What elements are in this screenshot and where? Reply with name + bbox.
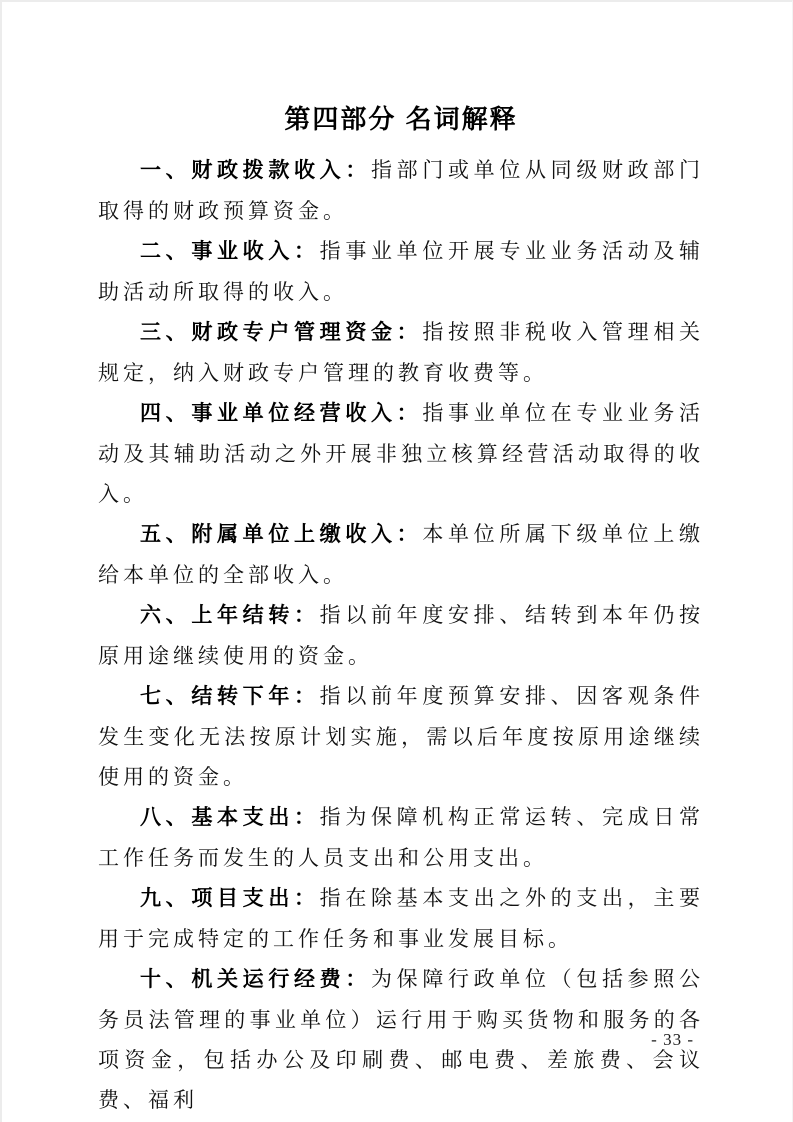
term-label: 八、基本支出： [140, 806, 320, 829]
term-paragraph-10 [98, 959, 704, 1120]
term-label: 六、上年结转： [140, 604, 320, 627]
term-paragraph-2 [98, 231, 704, 312]
term-definition: 指按照非税收入管理相关规定，纳入财政专户管理的教育收费等。 [98, 320, 705, 385]
page-number: - 33 - [651, 1030, 694, 1049]
page-title: 第四部分 名词解释 [284, 104, 518, 134]
term-definition: 为保障行政单位（包括参照公务员法管理的事业单位）运行用于购买货物和服务的各项资金，包括办公及印刷费、邮电费、差旅费、会议费、福利 [98, 967, 704, 1112]
term-paragraph-6 [98, 595, 704, 676]
term-definition: 指事业单位在专业业务活动及其辅助活动之外开展非独立核算经营活动取得的收入。 [98, 401, 705, 506]
term-definition: 指以前年度预算安排、因客观条件发生变化无法按原计划实施，需以后年度按原用途继续使用的资金。 [98, 684, 705, 789]
term-definition: 本单位所属下级单位上缴给本单位的全部收入。 [98, 522, 705, 587]
term-label: 十、机关运行经费： [140, 968, 371, 991]
term-label: 三、财政专户管理资金： [140, 321, 423, 344]
term-paragraph-9 [98, 878, 704, 959]
term-definition: 指在除基本支出之外的支出，主要用于完成特定的工作任务和事业发展目标。 [98, 886, 705, 951]
term-label: 九、项目支出： [140, 887, 320, 910]
term-paragraph-4 [98, 393, 704, 514]
term-definition: 指为保障机构正常运转、完成日常工作任务而发生的人员支出和公用支出。 [98, 805, 705, 870]
term-paragraph-3 [98, 312, 704, 393]
term-definition: 指以前年度安排、结转到本年仍按原用途继续使用的资金。 [98, 603, 705, 668]
page-content [98, 100, 704, 1120]
term-paragraph-1 [98, 150, 704, 231]
term-label: 一、财政拨款收入： [140, 159, 371, 182]
term-paragraph-8 [98, 797, 704, 878]
term-label: 二、事业收入： [140, 240, 320, 263]
term-paragraph-5 [98, 514, 704, 595]
term-definition: 指事业单位开展专业业务活动及辅助活动所取得的收入。 [98, 239, 705, 304]
term-label: 七、结转下年： [140, 685, 320, 708]
term-label: 五、附属单位上缴收入： [140, 523, 423, 546]
term-label: 四、事业单位经营收入： [140, 402, 423, 425]
term-paragraph-7 [98, 676, 704, 797]
term-definition: 指部门或单位从同级财政部门取得的财政预算资金。 [98, 158, 704, 223]
